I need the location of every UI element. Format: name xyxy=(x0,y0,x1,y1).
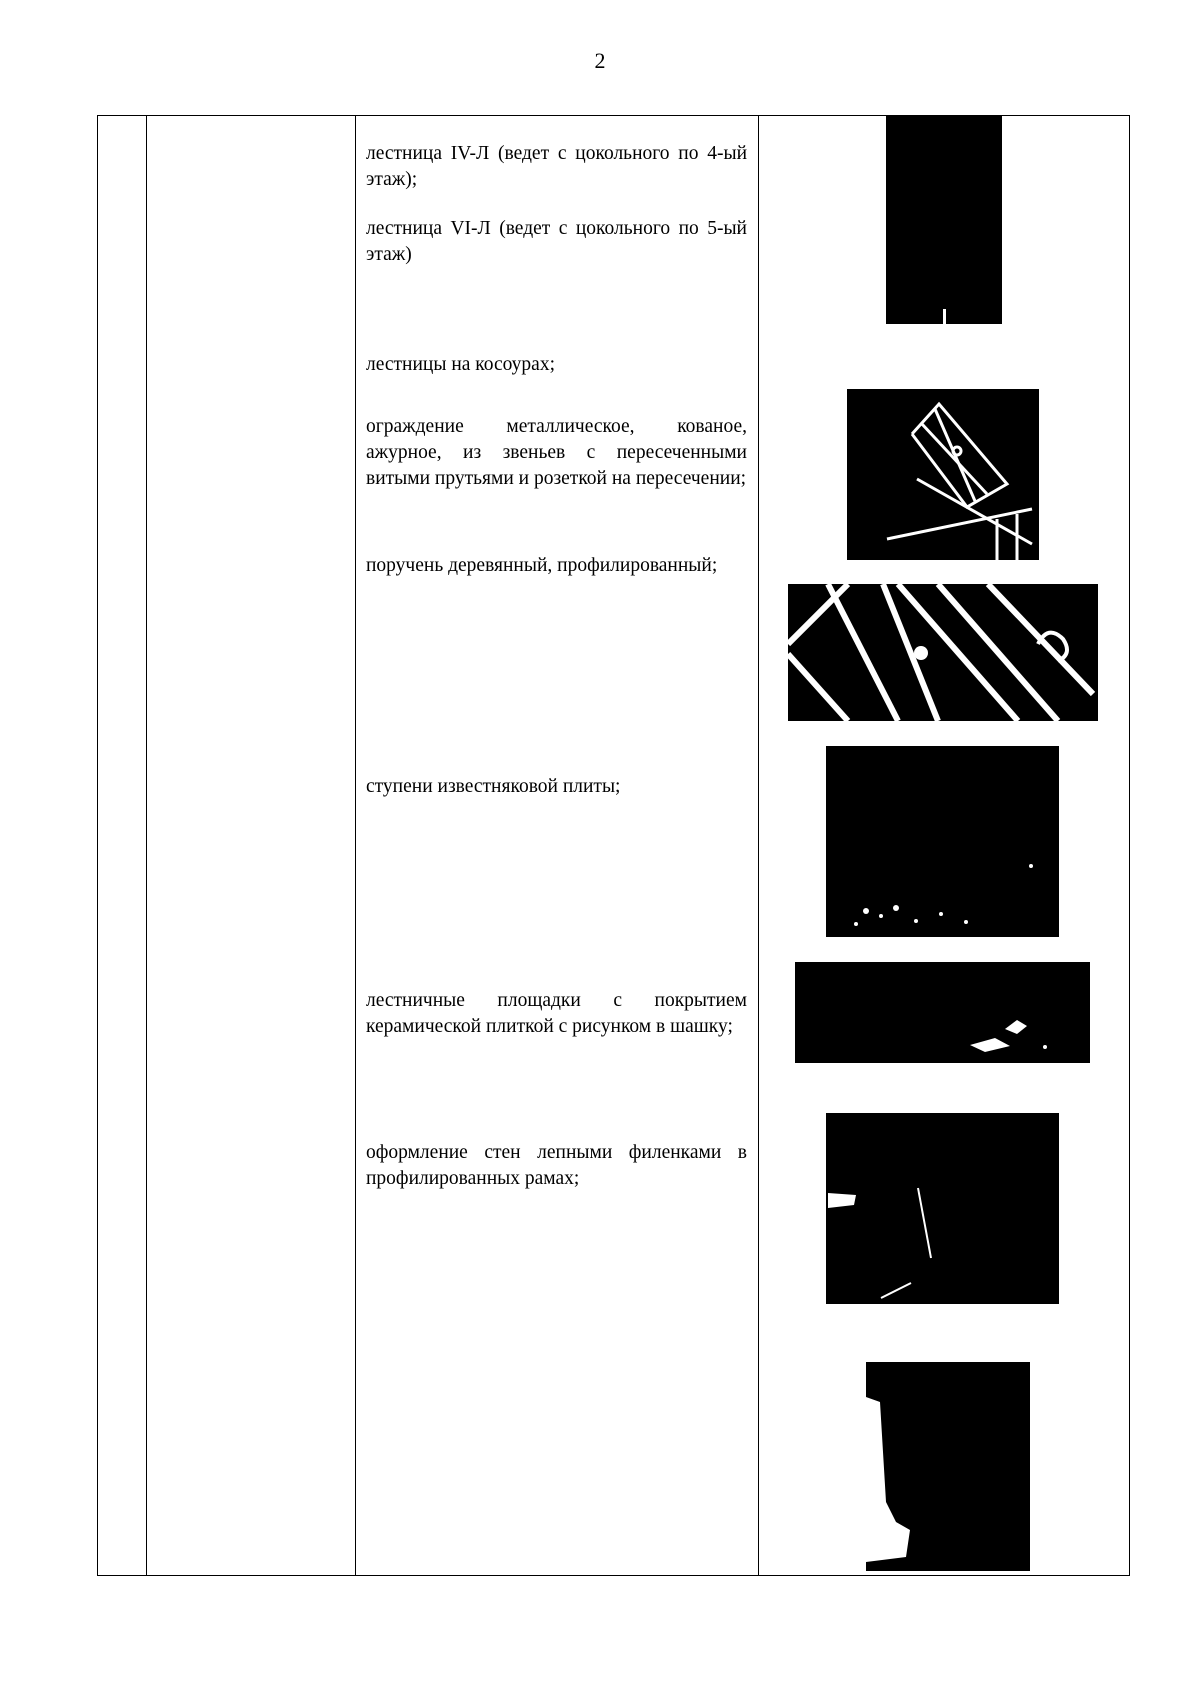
table-cell-text: оформление стен лепными филенками в профилированных рамах; xyxy=(366,1142,747,1189)
photo-wall-stair xyxy=(866,1362,1030,1571)
photo-railing-detail xyxy=(788,584,1098,721)
table-column-divider xyxy=(146,115,147,1576)
page-number: 2 xyxy=(594,48,606,73)
photo-wall-panels xyxy=(826,1113,1059,1304)
photo-steps xyxy=(826,746,1059,937)
table-cell-text: лестница VI-Л (ведет с цокольного по 5-ый этаж) xyxy=(366,218,747,265)
table-border-left xyxy=(97,115,98,1576)
table-bottom-border xyxy=(97,1575,1130,1576)
photo-stair-view xyxy=(886,115,1002,324)
table-cell-text: ступени известняковой плиты; xyxy=(366,776,621,797)
photo-railing-corner xyxy=(847,389,1039,560)
table-column-divider xyxy=(355,115,356,1576)
table-cell-text: лестничные площадки с покрытием керамической плиткой с рисунком в шашку; xyxy=(366,990,747,1037)
table-cell-text: поручень деревянный, профилированный; xyxy=(366,555,718,576)
table-cell-text: лестница IV-Л (ведет с цокольного по 4-ый этаж); xyxy=(366,143,747,190)
photo-landing-tiles xyxy=(795,962,1090,1063)
table-cell-text: ограждение металлическое, кованое, ажурное, из звеньев с пересеченными витыми прутьями и розеткой на пересечении; xyxy=(366,416,747,489)
table-column-divider xyxy=(758,115,759,1576)
table-cell-text: лестницы на косоурах; xyxy=(366,354,556,375)
table-border-right xyxy=(1129,115,1130,1576)
